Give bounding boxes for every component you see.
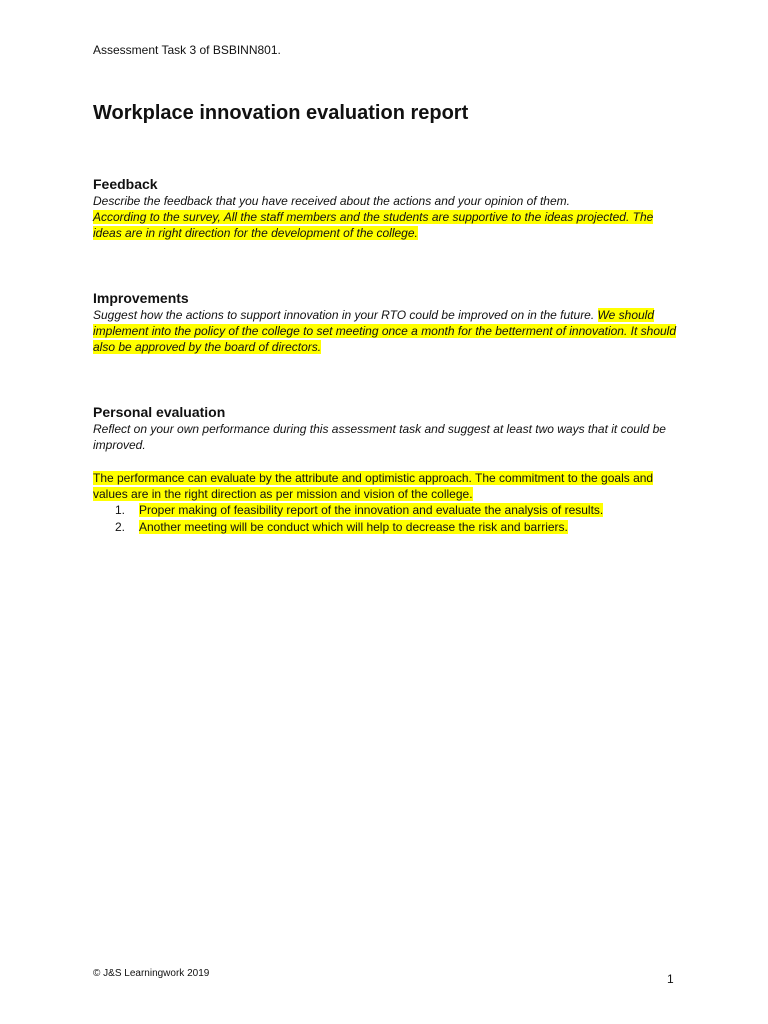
improvements-heading: Improvements bbox=[93, 290, 189, 306]
improvements-answer: We should implement into the policy of the college to set meeting once a month for the betterment of innovation. It should also be approved by the board of directors. bbox=[93, 308, 677, 354]
improvements-prompt: Suggest how the actions to support innovation in your RTO could be improved on in the future. bbox=[93, 308, 595, 322]
list-item-text: Proper making of feasibility report of the innovation and evaluate the analysis of results. bbox=[139, 503, 604, 517]
improvements-prompt-and-answer bbox=[93, 307, 683, 355]
page-title: Workplace innovation evaluation report bbox=[93, 102, 469, 124]
footer-copyright: © J&S Learningwork 2019 bbox=[93, 968, 210, 979]
page-header: Assessment Task 3 of BSBINN801. bbox=[93, 43, 281, 57]
personal-evaluation-section bbox=[93, 404, 683, 453]
list-item bbox=[93, 502, 683, 519]
feedback-prompt-and-answer bbox=[93, 193, 683, 241]
page-number: 1 bbox=[667, 972, 674, 986]
feedback-section bbox=[93, 176, 683, 241]
personal-evaluation-heading: Personal evaluation bbox=[93, 404, 226, 420]
improvement-list bbox=[93, 502, 683, 536]
personal-evaluation-prompt: Reflect on your own performance during this assessment task and suggest at least two ways that it could be improved. bbox=[93, 422, 666, 452]
list-item bbox=[93, 519, 683, 536]
feedback-answer: According to the survey, All the staff members and the students are supportive to the ideas projected. The ideas are in right direction for the development of the college. bbox=[93, 210, 654, 240]
list-item-number: 1. bbox=[115, 503, 126, 517]
list-item-text: Another meeting will be conduct which will help to decrease the risk and barriers. bbox=[139, 520, 568, 534]
feedback-prompt: Describe the feedback that you have received about the actions and your opinion of them. bbox=[93, 194, 570, 208]
personal-evaluation-answer-paragraph bbox=[93, 470, 683, 502]
feedback-heading: Feedback bbox=[93, 176, 158, 192]
list-item-number: 2. bbox=[115, 520, 126, 534]
improvements-section bbox=[93, 290, 683, 355]
personal-evaluation-answer: The performance can evaluate by the attribute and optimistic approach. The commitment to the goals and values are in the right direction as per mission and vision of the college. bbox=[93, 471, 654, 501]
